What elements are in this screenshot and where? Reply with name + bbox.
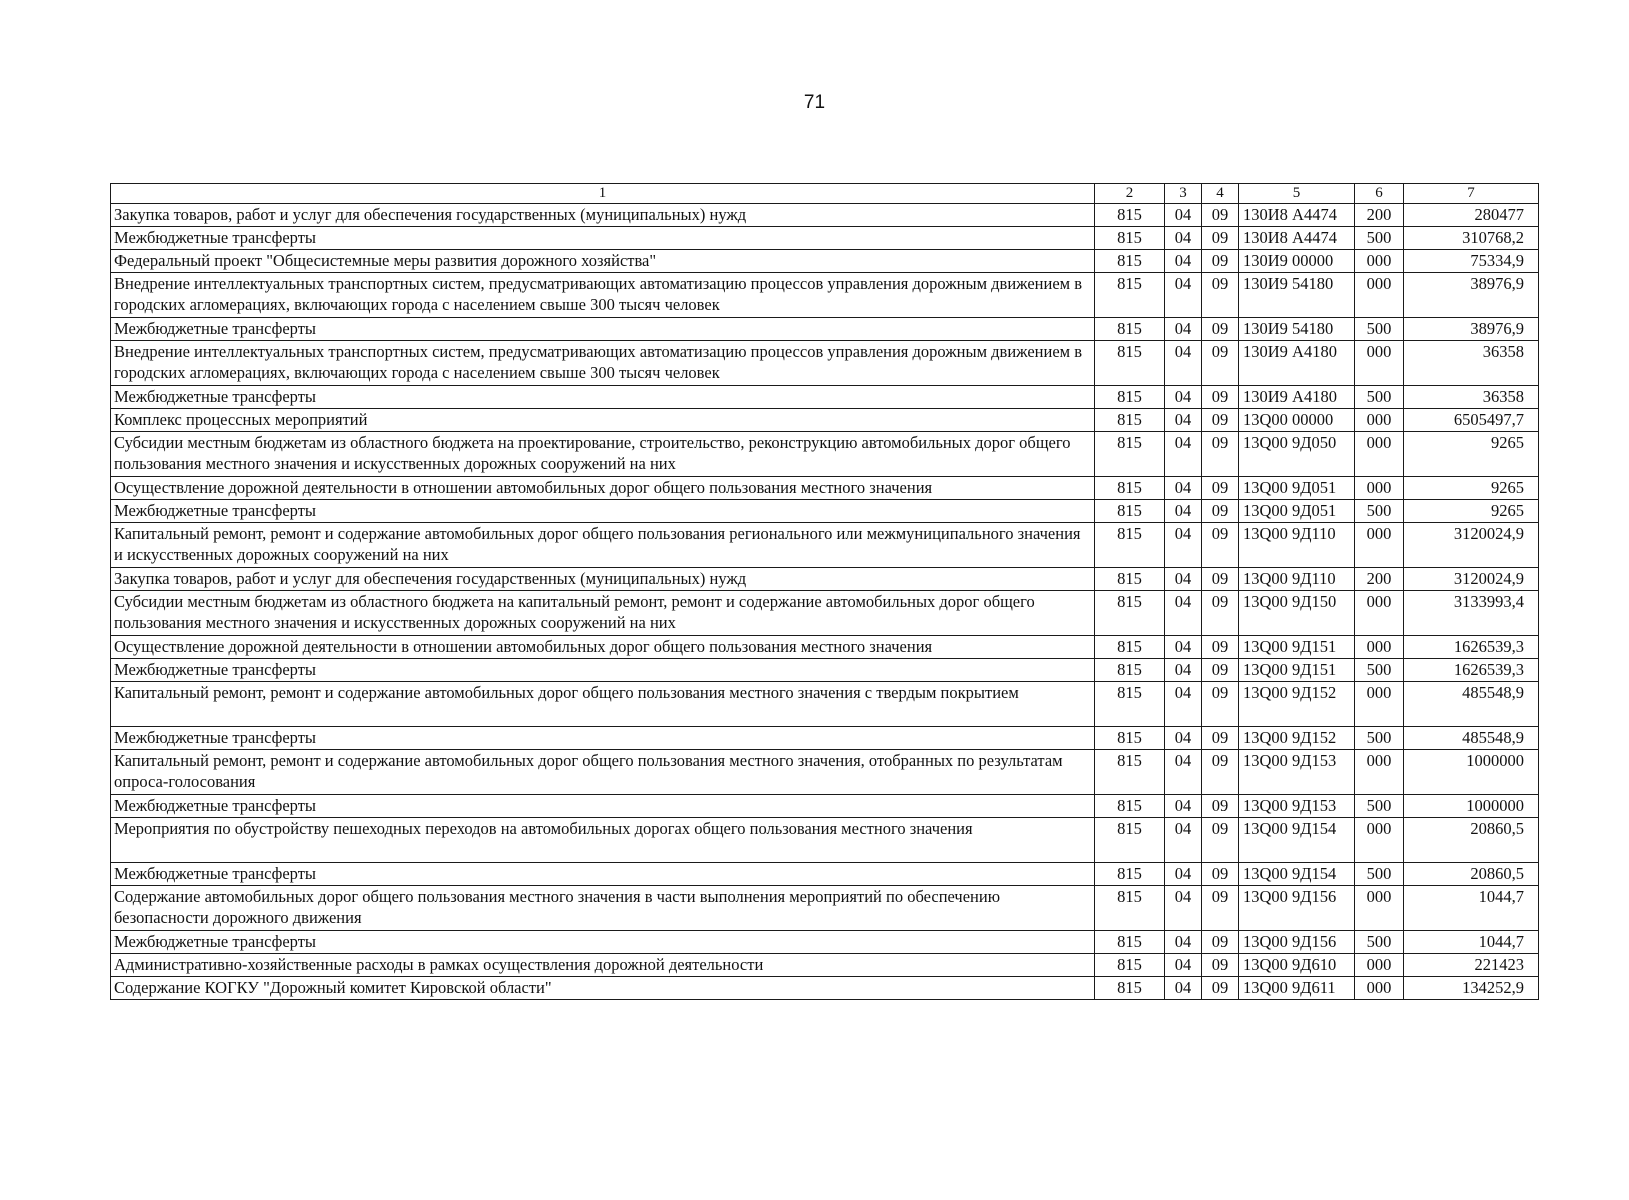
table-row	[111, 931, 1539, 954]
row-code-cell: 815	[1095, 795, 1165, 818]
row-code-cell: 815	[1095, 727, 1165, 750]
row-amount-cell: 75334,9	[1404, 250, 1539, 273]
row-expense-type-cell: 000	[1355, 886, 1404, 931]
row-section-cell: 04	[1165, 227, 1202, 250]
row-code-cell: 815	[1095, 250, 1165, 273]
row-target-article-cell: 130И9 54180	[1239, 273, 1355, 318]
row-code-cell: 815	[1095, 591, 1165, 636]
row-name-cell: Межбюджетные трансферты	[111, 318, 1095, 341]
row-amount-cell: 3120024,9	[1404, 523, 1539, 568]
row-target-article-cell: 130И9 А4180	[1239, 341, 1355, 386]
table-row	[111, 432, 1539, 477]
row-section-cell: 04	[1165, 591, 1202, 636]
row-name-cell: Закупка товаров, работ и услуг для обеспечения государственных (муниципальных) нужд	[111, 568, 1095, 591]
row-name-cell: Осуществление дорожной деятельности в отношении автомобильных дорог общего пользования местного значения	[111, 477, 1095, 500]
row-section-cell: 04	[1165, 250, 1202, 273]
row-expense-type-cell: 500	[1355, 659, 1404, 682]
row-name-cell: Субсидии местным бюджетам из областного бюджета на капитальный ремонт, ремонт и содержание автомобильных дорог общего пользования местного значения и искусственных дорожных сооружений на них	[111, 591, 1095, 636]
row-code-cell: 815	[1095, 341, 1165, 386]
row-code-cell: 815	[1095, 636, 1165, 659]
row-subsection-cell: 09	[1202, 386, 1239, 409]
row-code-cell: 815	[1095, 954, 1165, 977]
row-code-cell: 815	[1095, 477, 1165, 500]
row-section-cell: 04	[1165, 204, 1202, 227]
row-subsection-cell: 09	[1202, 432, 1239, 477]
row-amount-cell: 280477	[1404, 204, 1539, 227]
row-amount-cell: 36358	[1404, 341, 1539, 386]
table-row	[111, 409, 1539, 432]
row-subsection-cell: 09	[1202, 886, 1239, 931]
row-code-cell: 815	[1095, 409, 1165, 432]
row-expense-type-cell: 500	[1355, 727, 1404, 750]
table-row	[111, 341, 1539, 386]
row-amount-cell: 38976,9	[1404, 273, 1539, 318]
table-row	[111, 750, 1539, 795]
table-row	[111, 659, 1539, 682]
row-name-cell: Капитальный ремонт, ремонт и содержание автомобильных дорог общего пользования регионального или межмуниципального значения и искусственных дорожных сооружений на них	[111, 523, 1095, 568]
row-amount-cell: 485548,9	[1404, 682, 1539, 727]
row-target-article-cell: 130И9 00000	[1239, 250, 1355, 273]
row-subsection-cell: 09	[1202, 682, 1239, 727]
row-expense-type-cell: 000	[1355, 682, 1404, 727]
row-amount-cell: 36358	[1404, 386, 1539, 409]
row-expense-type-cell: 000	[1355, 591, 1404, 636]
row-expense-type-cell: 000	[1355, 954, 1404, 977]
row-expense-type-cell: 200	[1355, 204, 1404, 227]
row-target-article-cell: 13Q00 9Д151	[1239, 659, 1355, 682]
row-amount-cell: 20860,5	[1404, 818, 1539, 863]
row-amount-cell: 1044,7	[1404, 931, 1539, 954]
row-name-cell: Внедрение интеллектуальных транспортных систем, предусматривающих автоматизацию процессов управления дорожным движением в городских агломерациях, включающих города с населением свыше 300 тысяч человек	[111, 341, 1095, 386]
row-code-cell: 815	[1095, 500, 1165, 523]
row-name-cell: Капитальный ремонт, ремонт и содержание автомобильных дорог общего пользования местного значения, отобранных по результатам опроса-голосования	[111, 750, 1095, 795]
row-target-article-cell: 13Q00 9Д050	[1239, 432, 1355, 477]
row-subsection-cell: 09	[1202, 568, 1239, 591]
row-expense-type-cell: 500	[1355, 227, 1404, 250]
row-code-cell: 815	[1095, 227, 1165, 250]
row-name-cell: Субсидии местным бюджетам из областного бюджета на проектирование, строительство, реконструкцию автомобильных дорог общего пользования местного значения и искусственных дорожных сооружений на них	[111, 432, 1095, 477]
row-name-cell: Капитальный ремонт, ремонт и содержание автомобильных дорог общего пользования местного значения с твердым покрытием	[111, 682, 1095, 727]
row-name-cell: Межбюджетные трансферты	[111, 931, 1095, 954]
row-subsection-cell: 09	[1202, 500, 1239, 523]
row-amount-cell: 1626539,3	[1404, 659, 1539, 682]
row-target-article-cell: 13Q00 9Д156	[1239, 886, 1355, 931]
table-row	[111, 250, 1539, 273]
row-code-cell: 815	[1095, 977, 1165, 1000]
row-section-cell: 04	[1165, 818, 1202, 863]
row-amount-cell: 1000000	[1404, 795, 1539, 818]
row-subsection-cell: 09	[1202, 727, 1239, 750]
table-row	[111, 818, 1539, 863]
table-row	[111, 386, 1539, 409]
row-code-cell: 815	[1095, 523, 1165, 568]
header-cell: 1	[111, 184, 1095, 204]
row-subsection-cell: 09	[1202, 863, 1239, 886]
row-section-cell: 04	[1165, 977, 1202, 1000]
row-name-cell: Содержание КОГКУ "Дорожный комитет Кировской области"	[111, 977, 1095, 1000]
row-target-article-cell: 13Q00 9Д611	[1239, 977, 1355, 1000]
row-amount-cell: 9265	[1404, 500, 1539, 523]
row-amount-cell: 485548,9	[1404, 727, 1539, 750]
row-name-cell: Межбюджетные трансферты	[111, 795, 1095, 818]
row-amount-cell: 134252,9	[1404, 977, 1539, 1000]
header-cell: 5	[1239, 184, 1355, 204]
table-row	[111, 886, 1539, 931]
page-number: 71	[803, 92, 826, 113]
row-subsection-cell: 09	[1202, 318, 1239, 341]
header-cell: 3	[1165, 184, 1202, 204]
row-name-cell: Мероприятия по обустройству пешеходных переходов на автомобильных дорогах общего пользования местного значения	[111, 818, 1095, 863]
row-section-cell: 04	[1165, 886, 1202, 931]
row-section-cell: 04	[1165, 659, 1202, 682]
row-section-cell: 04	[1165, 477, 1202, 500]
row-code-cell: 815	[1095, 818, 1165, 863]
table-row	[111, 477, 1539, 500]
table-row	[111, 863, 1539, 886]
row-subsection-cell: 09	[1202, 409, 1239, 432]
row-section-cell: 04	[1165, 273, 1202, 318]
row-section-cell: 04	[1165, 863, 1202, 886]
row-subsection-cell: 09	[1202, 227, 1239, 250]
row-expense-type-cell: 500	[1355, 931, 1404, 954]
row-amount-cell: 1626539,3	[1404, 636, 1539, 659]
row-code-cell: 815	[1095, 273, 1165, 318]
row-expense-type-cell: 500	[1355, 863, 1404, 886]
row-subsection-cell: 09	[1202, 659, 1239, 682]
row-subsection-cell: 09	[1202, 204, 1239, 227]
row-expense-type-cell: 000	[1355, 477, 1404, 500]
row-section-cell: 04	[1165, 727, 1202, 750]
row-target-article-cell: 130И8 А4474	[1239, 204, 1355, 227]
row-section-cell: 04	[1165, 931, 1202, 954]
table-row	[111, 227, 1539, 250]
row-section-cell: 04	[1165, 568, 1202, 591]
row-expense-type-cell: 000	[1355, 750, 1404, 795]
row-section-cell: 04	[1165, 795, 1202, 818]
row-target-article-cell: 13Q00 9Д154	[1239, 818, 1355, 863]
row-section-cell: 04	[1165, 636, 1202, 659]
row-code-cell: 815	[1095, 386, 1165, 409]
row-expense-type-cell: 000	[1355, 523, 1404, 568]
row-section-cell: 04	[1165, 954, 1202, 977]
row-code-cell: 815	[1095, 886, 1165, 931]
header-cell: 6	[1355, 184, 1404, 204]
table-row	[111, 523, 1539, 568]
row-target-article-cell: 13Q00 9Д150	[1239, 591, 1355, 636]
row-name-cell: Межбюджетные трансферты	[111, 386, 1095, 409]
row-expense-type-cell: 000	[1355, 977, 1404, 1000]
row-target-article-cell: 13Q00 9Д151	[1239, 636, 1355, 659]
table-row	[111, 273, 1539, 318]
table-row	[111, 204, 1539, 227]
row-section-cell: 04	[1165, 318, 1202, 341]
row-section-cell: 04	[1165, 523, 1202, 568]
row-target-article-cell: 13Q00 9Д152	[1239, 727, 1355, 750]
row-expense-type-cell: 000	[1355, 636, 1404, 659]
row-amount-cell: 3120024,9	[1404, 568, 1539, 591]
row-name-cell: Административно-хозяйственные расходы в рамках осуществления дорожной деятельности	[111, 954, 1095, 977]
row-section-cell: 04	[1165, 386, 1202, 409]
row-subsection-cell: 09	[1202, 750, 1239, 795]
row-section-cell: 04	[1165, 682, 1202, 727]
row-amount-cell: 310768,2	[1404, 227, 1539, 250]
header-cell: 4	[1202, 184, 1239, 204]
row-expense-type-cell: 000	[1355, 818, 1404, 863]
row-amount-cell: 1044,7	[1404, 886, 1539, 931]
row-expense-type-cell: 000	[1355, 432, 1404, 477]
row-amount-cell: 3133993,4	[1404, 591, 1539, 636]
row-subsection-cell: 09	[1202, 477, 1239, 500]
row-amount-cell: 1000000	[1404, 750, 1539, 795]
row-section-cell: 04	[1165, 750, 1202, 795]
row-subsection-cell: 09	[1202, 954, 1239, 977]
row-target-article-cell: 13Q00 9Д152	[1239, 682, 1355, 727]
row-subsection-cell: 09	[1202, 636, 1239, 659]
row-code-cell: 815	[1095, 863, 1165, 886]
table-row	[111, 977, 1539, 1000]
row-name-cell: Межбюджетные трансферты	[111, 727, 1095, 750]
row-name-cell: Федеральный проект "Общесистемные меры развития дорожного хозяйства"	[111, 250, 1095, 273]
row-name-cell: Межбюджетные трансферты	[111, 863, 1095, 886]
row-amount-cell: 221423	[1404, 954, 1539, 977]
row-name-cell: Межбюджетные трансферты	[111, 227, 1095, 250]
table-row	[111, 954, 1539, 977]
table-row	[111, 795, 1539, 818]
row-subsection-cell: 09	[1202, 818, 1239, 863]
row-name-cell: Комплекс процессных мероприятий	[111, 409, 1095, 432]
row-target-article-cell: 130И9 А4180	[1239, 386, 1355, 409]
row-expense-type-cell: 000	[1355, 409, 1404, 432]
row-subsection-cell: 09	[1202, 341, 1239, 386]
row-code-cell: 815	[1095, 318, 1165, 341]
table-row	[111, 636, 1539, 659]
row-name-cell: Осуществление дорожной деятельности в отношении автомобильных дорог общего пользования местного значения	[111, 636, 1095, 659]
table-row	[111, 727, 1539, 750]
row-expense-type-cell: 000	[1355, 273, 1404, 318]
row-code-cell: 815	[1095, 682, 1165, 727]
row-code-cell: 815	[1095, 568, 1165, 591]
row-expense-type-cell: 200	[1355, 568, 1404, 591]
row-amount-cell: 9265	[1404, 477, 1539, 500]
row-target-article-cell: 13Q00 9Д051	[1239, 477, 1355, 500]
row-target-article-cell: 13Q00 9Д110	[1239, 568, 1355, 591]
row-name-cell: Межбюджетные трансферты	[111, 659, 1095, 682]
row-subsection-cell: 09	[1202, 273, 1239, 318]
row-expense-type-cell: 500	[1355, 318, 1404, 341]
row-name-cell: Закупка товаров, работ и услуг для обеспечения государственных (муниципальных) нужд	[111, 204, 1095, 227]
row-subsection-cell: 09	[1202, 250, 1239, 273]
row-amount-cell: 6505497,7	[1404, 409, 1539, 432]
row-amount-cell: 9265	[1404, 432, 1539, 477]
table-row	[111, 500, 1539, 523]
row-name-cell: Внедрение интеллектуальных транспортных систем, предусматривающих автоматизацию процессов управления дорожным движением в городских агломерациях, включающих города с населением свыше 300 тысяч человек	[111, 273, 1095, 318]
row-code-cell: 815	[1095, 931, 1165, 954]
row-subsection-cell: 09	[1202, 523, 1239, 568]
row-subsection-cell: 09	[1202, 977, 1239, 1000]
row-target-article-cell: 130И9 54180	[1239, 318, 1355, 341]
budget-table	[110, 183, 1539, 1000]
row-target-article-cell: 13Q00 00000	[1239, 409, 1355, 432]
row-amount-cell: 38976,9	[1404, 318, 1539, 341]
row-code-cell: 815	[1095, 204, 1165, 227]
row-section-cell: 04	[1165, 409, 1202, 432]
row-target-article-cell: 13Q00 9Д610	[1239, 954, 1355, 977]
row-section-cell: 04	[1165, 341, 1202, 386]
row-target-article-cell: 130И8 А4474	[1239, 227, 1355, 250]
row-expense-type-cell: 000	[1355, 341, 1404, 386]
row-subsection-cell: 09	[1202, 591, 1239, 636]
row-target-article-cell: 13Q00 9Д110	[1239, 523, 1355, 568]
row-section-cell: 04	[1165, 500, 1202, 523]
row-code-cell: 815	[1095, 659, 1165, 682]
row-expense-type-cell: 500	[1355, 500, 1404, 523]
row-code-cell: 815	[1095, 750, 1165, 795]
row-target-article-cell: 13Q00 9Д156	[1239, 931, 1355, 954]
row-amount-cell: 20860,5	[1404, 863, 1539, 886]
row-name-cell: Содержание автомобильных дорог общего пользования местного значения в части выполнения мероприятий по обеспечению безопасности дорожного движения	[111, 886, 1095, 931]
table-header-row	[111, 184, 1539, 204]
row-expense-type-cell: 500	[1355, 386, 1404, 409]
table-row	[111, 682, 1539, 727]
header-cell: 7	[1404, 184, 1539, 204]
row-subsection-cell: 09	[1202, 795, 1239, 818]
row-expense-type-cell: 500	[1355, 795, 1404, 818]
row-code-cell: 815	[1095, 432, 1165, 477]
row-subsection-cell: 09	[1202, 931, 1239, 954]
row-expense-type-cell: 000	[1355, 250, 1404, 273]
row-target-article-cell: 13Q00 9Д153	[1239, 795, 1355, 818]
row-target-article-cell: 13Q00 9Д154	[1239, 863, 1355, 886]
header-cell: 2	[1095, 184, 1165, 204]
row-target-article-cell: 13Q00 9Д153	[1239, 750, 1355, 795]
row-target-article-cell: 13Q00 9Д051	[1239, 500, 1355, 523]
row-name-cell: Межбюджетные трансферты	[111, 500, 1095, 523]
table-row	[111, 591, 1539, 636]
row-section-cell: 04	[1165, 432, 1202, 477]
table-row	[111, 318, 1539, 341]
table-row	[111, 568, 1539, 591]
